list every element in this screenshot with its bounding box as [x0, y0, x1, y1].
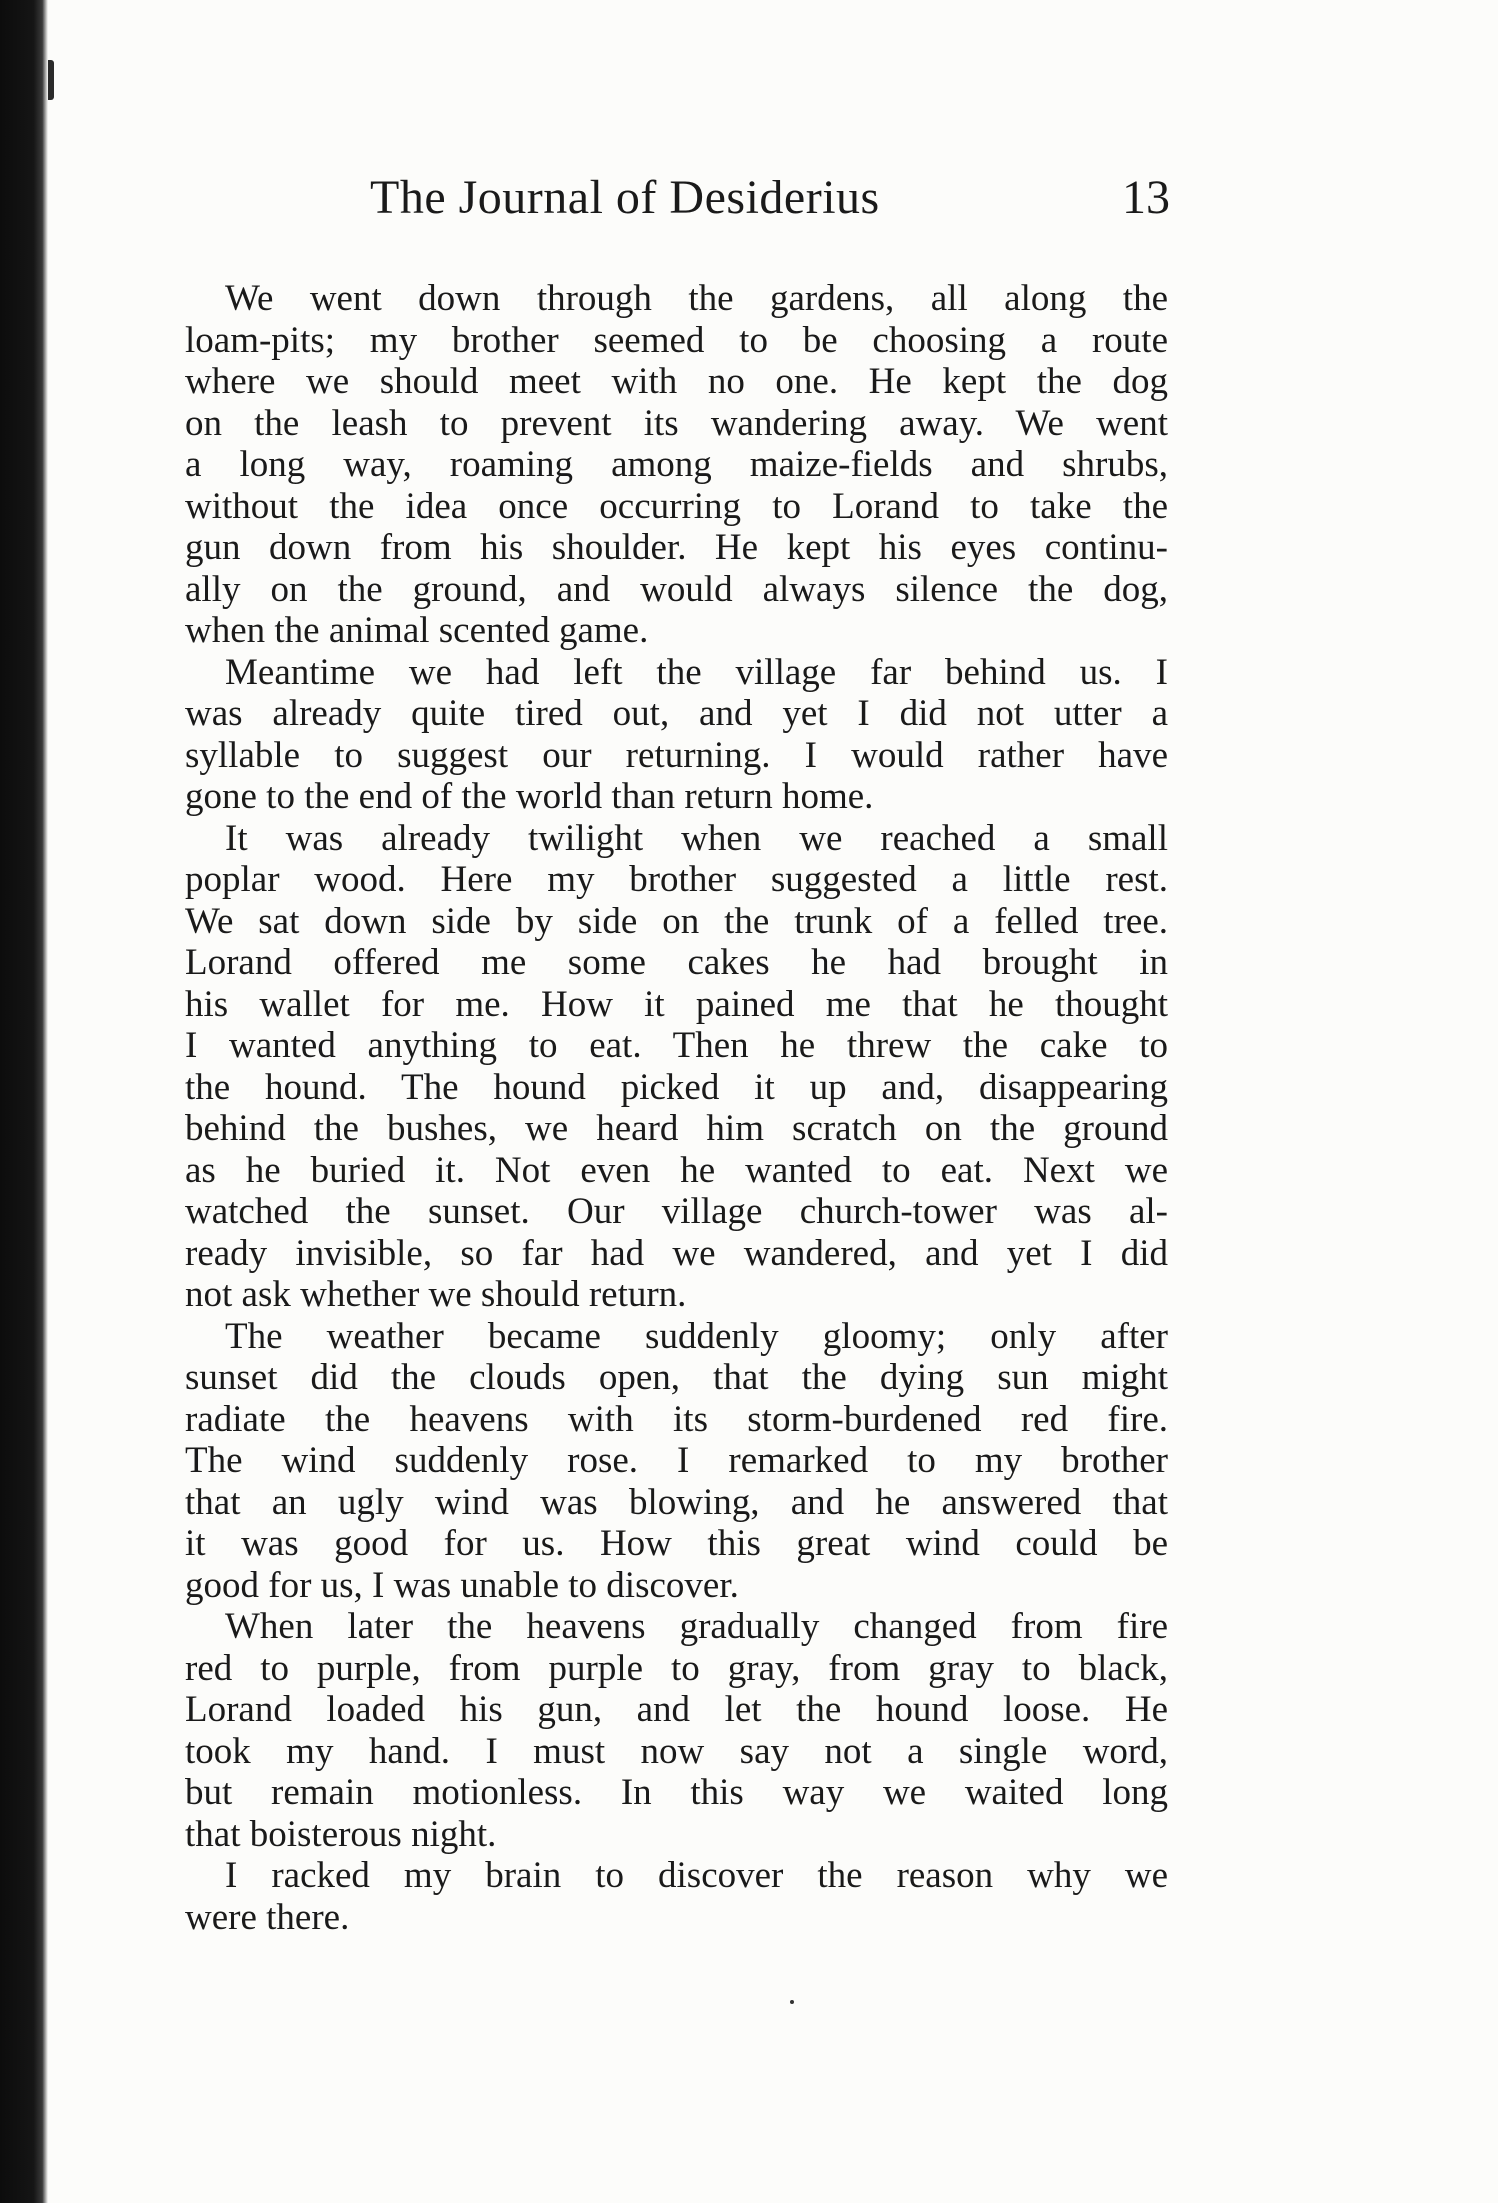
text-line: when the animal scented game. — [185, 610, 649, 651]
text-line: sunset did the clouds open, that the dying sun might — [185, 1357, 1168, 1398]
text-line: The wind suddenly rose. I remarked to my brother — [185, 1440, 1168, 1481]
page-edge-mark — [48, 60, 54, 100]
text-line: took my hand. I must now say not a single word, — [185, 1730, 1168, 1772]
text-line: gone to the end of the world than return home. — [185, 776, 874, 817]
text-line: behind the bushes, we heard him scratch on the ground — [185, 1108, 1168, 1149]
text-line: Lorand offered me some cakes he had brought in — [185, 942, 1168, 983]
text-line: not ask whether we should return. — [185, 1274, 687, 1315]
text-line: poplar wood. Here my brother suggested a little rest. — [185, 859, 1168, 900]
text-line: The weather became suddenly gloomy; only after — [225, 1315, 1168, 1357]
text-line: It was already twilight when we reached a small — [225, 817, 1168, 859]
text-line: ally on the ground, and would always silence the dog, — [185, 568, 1168, 610]
text-line: were there. — [185, 1896, 350, 1938]
paragraph — [185, 1855, 1168, 1938]
text-line: where we should meet with no one. He kept the dog — [185, 361, 1168, 402]
text-line: on the leash to prevent its wandering away. We went — [185, 402, 1168, 444]
text-line: I wanted anything to eat. Then he threw the cake to — [185, 1025, 1168, 1066]
text-line: Meantime we had left the village far behind us. I — [225, 651, 1168, 693]
paragraph — [185, 818, 1168, 1316]
text-line: gun down from his shoulder. He kept his eyes continu- — [185, 527, 1168, 568]
body-text — [185, 278, 1168, 1938]
text-line: that an ugly wind was blowing, and he answered that — [185, 1481, 1168, 1523]
text-line: When later the heavens gradually changed from fire — [225, 1606, 1168, 1647]
text-line: ready invisible, so far had we wandered, and yet I did — [185, 1232, 1168, 1274]
paragraph — [185, 278, 1168, 652]
text-line: good for us, I was unable to discover. — [185, 1564, 739, 1606]
text-line: but remain motionless. In this way we waited long — [185, 1772, 1168, 1813]
text-line: was already quite tired out, and yet I did not utter a — [185, 693, 1168, 734]
text-line: without the idea once occurring to Lorand to take the — [185, 485, 1168, 527]
text-line: the hound. The hound picked it up and, disappearing — [185, 1066, 1168, 1108]
text-line: I racked my brain to discover the reason why we — [225, 1855, 1168, 1896]
print-speck — [790, 2000, 794, 2004]
text-line: syllable to suggest our returning. I would rather have — [185, 734, 1168, 776]
text-line: red to purple, from purple to gray, from gray to black, — [185, 1647, 1168, 1689]
text-line: We went down through the gardens, all along the — [225, 278, 1168, 319]
running-head — [185, 170, 1170, 240]
text-line: a long way, roaming among maize-fields and shrubs, — [185, 444, 1168, 485]
book-spine-shadow — [0, 0, 48, 2203]
text-line: that boisterous night. — [185, 1813, 497, 1855]
paragraph — [185, 1606, 1168, 1855]
text-line: his wallet for me. How it pained me that he thought — [185, 983, 1168, 1025]
text-line: watched the sunset. Our village church-tower was al- — [185, 1191, 1168, 1232]
text-line: as he buried it. Not even he wanted to eat. Next we — [185, 1149, 1168, 1191]
paragraph — [185, 1316, 1168, 1607]
text-line: radiate the heavens with its storm-burdened red fire. — [185, 1398, 1168, 1440]
text-line: it was good for us. How this great wind could be — [185, 1523, 1168, 1564]
text-line: Lorand loaded his gun, and let the hound loose. He — [185, 1689, 1168, 1730]
text-line: We sat down side by side on the trunk of a felled tree. — [185, 900, 1168, 942]
paragraph — [185, 652, 1168, 818]
page-number: 13 — [1122, 171, 1170, 224]
running-title: The Journal of Desiderius — [370, 171, 880, 224]
text-line: loam-pits; my brother seemed to be choosing a route — [185, 319, 1168, 361]
